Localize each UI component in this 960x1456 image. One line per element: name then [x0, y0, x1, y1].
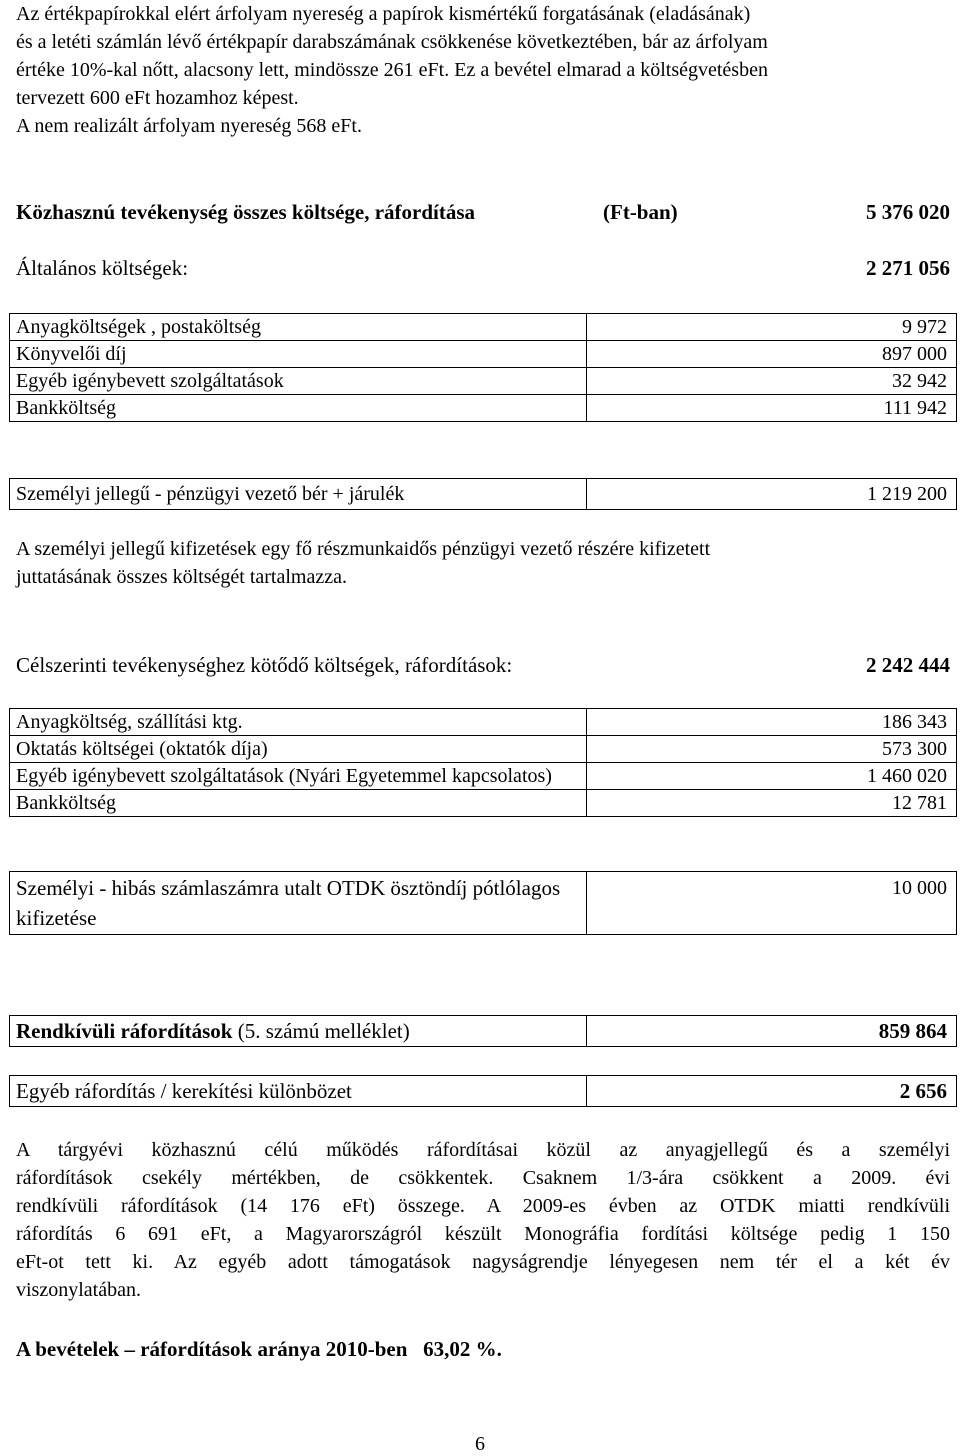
page-number: 6 — [475, 1433, 485, 1455]
summary-line: eFt-ot tett ki. Az egyéb adott támogatások nagyságrendje lényegesen nem tér el a két év — [16, 1251, 950, 1273]
other-costs-table — [9, 1075, 957, 1107]
row-value: 32 942 — [587, 368, 957, 395]
ratio-statement — [16, 1335, 946, 1363]
summary-line: rendkívüli ráfordítások (14 176 eFt) összege. A 2009-es évben az OTDK miatti rendkívüli — [16, 1195, 950, 1217]
row-value: 9 972 — [587, 314, 957, 341]
summary-line: ráfordítások csekély mértékben, de csökkentek. Csaknem 1/3-ára csökkent a 2009. évi — [16, 1167, 950, 1189]
row-value: 897 000 — [587, 341, 957, 368]
general-costs-table — [9, 313, 957, 422]
table-row — [10, 1016, 957, 1047]
purpose-costs-heading — [16, 651, 950, 679]
row-value: 1 219 200 — [587, 479, 957, 510]
table-row — [10, 872, 957, 935]
ratio-value: 63,02 %. — [423, 1337, 502, 1361]
row-label: Anyagköltség, szállítási ktg. — [10, 709, 587, 736]
purpose-costs-value: 2 242 444 — [866, 653, 950, 677]
total-cost-value: 5 376 020 — [866, 200, 950, 224]
note-line: juttatásának összes költségét tartalmazza. — [16, 566, 347, 588]
row-value: 12 781 — [587, 790, 957, 817]
general-costs-value: 2 271 056 — [866, 256, 950, 280]
general-costs-label: Általános költségek: — [16, 256, 189, 280]
row-label: Egyéb ráfordítás / kerekítési különbözet — [10, 1076, 587, 1107]
row-value: 10 000 — [587, 872, 957, 935]
table-row — [10, 314, 957, 341]
intro-line: A nem realizált árfolyam nyereség 568 eFt. — [16, 115, 362, 137]
row-label: Bankköltség — [10, 790, 587, 817]
intro-paragraph — [16, 0, 946, 140]
personal-note — [16, 535, 946, 591]
table-row — [10, 368, 957, 395]
annex-reference: (5. számú melléklet) — [232, 1019, 410, 1043]
row-label — [10, 1016, 587, 1047]
row-label: Könyvelői díj — [10, 341, 587, 368]
table-row — [10, 395, 957, 422]
purpose-costs-table — [9, 708, 957, 817]
note-line: A személyi jellegű kifizetések egy fő részmunkaidős pénzügyi vezető részére kifizetett — [16, 538, 711, 560]
summary-line: ráfordítás 6 691 eFt, a Magyarországról készült Monográfia fordítási költsége pedig 1 150 — [16, 1223, 950, 1245]
row-label: Egyéb igénybevett szolgáltatások (Nyári Egyetemmel kapcsolatos) — [10, 763, 587, 790]
row-value: 859 864 — [587, 1016, 957, 1047]
row-label: Személyi jellegű - pénzügyi vezető bér + járulék — [10, 479, 587, 510]
intro-line: Az értékpapírokkal elért árfolyam nyereség a papírok kismértékű forgatásának (eladásának) — [16, 3, 751, 25]
row-label: Egyéb igénybevett szolgáltatások — [10, 368, 587, 395]
row-label: Bankköltség — [10, 395, 587, 422]
table-row — [10, 479, 957, 510]
ratio-label: A bevételek – ráfordítások aránya 2010-ben — [16, 1337, 408, 1361]
row-value: 1 460 020 — [587, 763, 957, 790]
summary-paragraph — [16, 1136, 950, 1304]
extraordinary-label: Rendkívüli ráfordítások — [16, 1019, 233, 1043]
total-cost-heading — [16, 198, 950, 226]
row-value: 111 942 — [587, 395, 957, 422]
currency-unit: (Ft-ban) — [603, 200, 678, 224]
personal-costs-table — [9, 478, 957, 510]
row-label: Oktatás költségei (oktatók díja) — [10, 736, 587, 763]
table-row — [10, 736, 957, 763]
intro-line: értéke 10%-kal nőtt, alacsony lett, mindössze 261 eFt. Ez a bevétel elmarad a költségvetésben — [16, 59, 768, 81]
table-row — [10, 341, 957, 368]
intro-line: tervezett 600 eFt hozamhoz képest. — [16, 87, 299, 109]
general-costs-heading — [16, 254, 950, 282]
table-row — [10, 790, 957, 817]
row-label: Anyagköltségek , postaköltség — [10, 314, 587, 341]
table-row — [10, 709, 957, 736]
purpose-personal-table — [9, 871, 957, 935]
row-label: Személyi - hibás számlaszámra utalt OTDK ösztöndíj pótlólagos kifizetése — [10, 872, 587, 935]
total-cost-label: Közhasznú tevékenység összes költsége, ráfordítása — [16, 200, 476, 224]
table-row — [10, 1076, 957, 1107]
extraordinary-table — [9, 1015, 957, 1047]
table-row — [10, 763, 957, 790]
purpose-costs-label: Célszerinti tevékenységhez kötődő költségek, ráfordítások: — [16, 653, 513, 677]
summary-line: viszonylatában. — [16, 1279, 141, 1301]
intro-line: és a letéti számlán lévő értékpapír darabszámának csökkenése következtében, bár az árfolyam — [16, 31, 768, 53]
row-value: 573 300 — [587, 736, 957, 763]
summary-line: A tárgyévi közhasznú célú működés ráfordításai közül az anyagjellegű és a személyi — [16, 1139, 950, 1161]
row-value: 2 656 — [587, 1076, 957, 1107]
row-value: 186 343 — [587, 709, 957, 736]
